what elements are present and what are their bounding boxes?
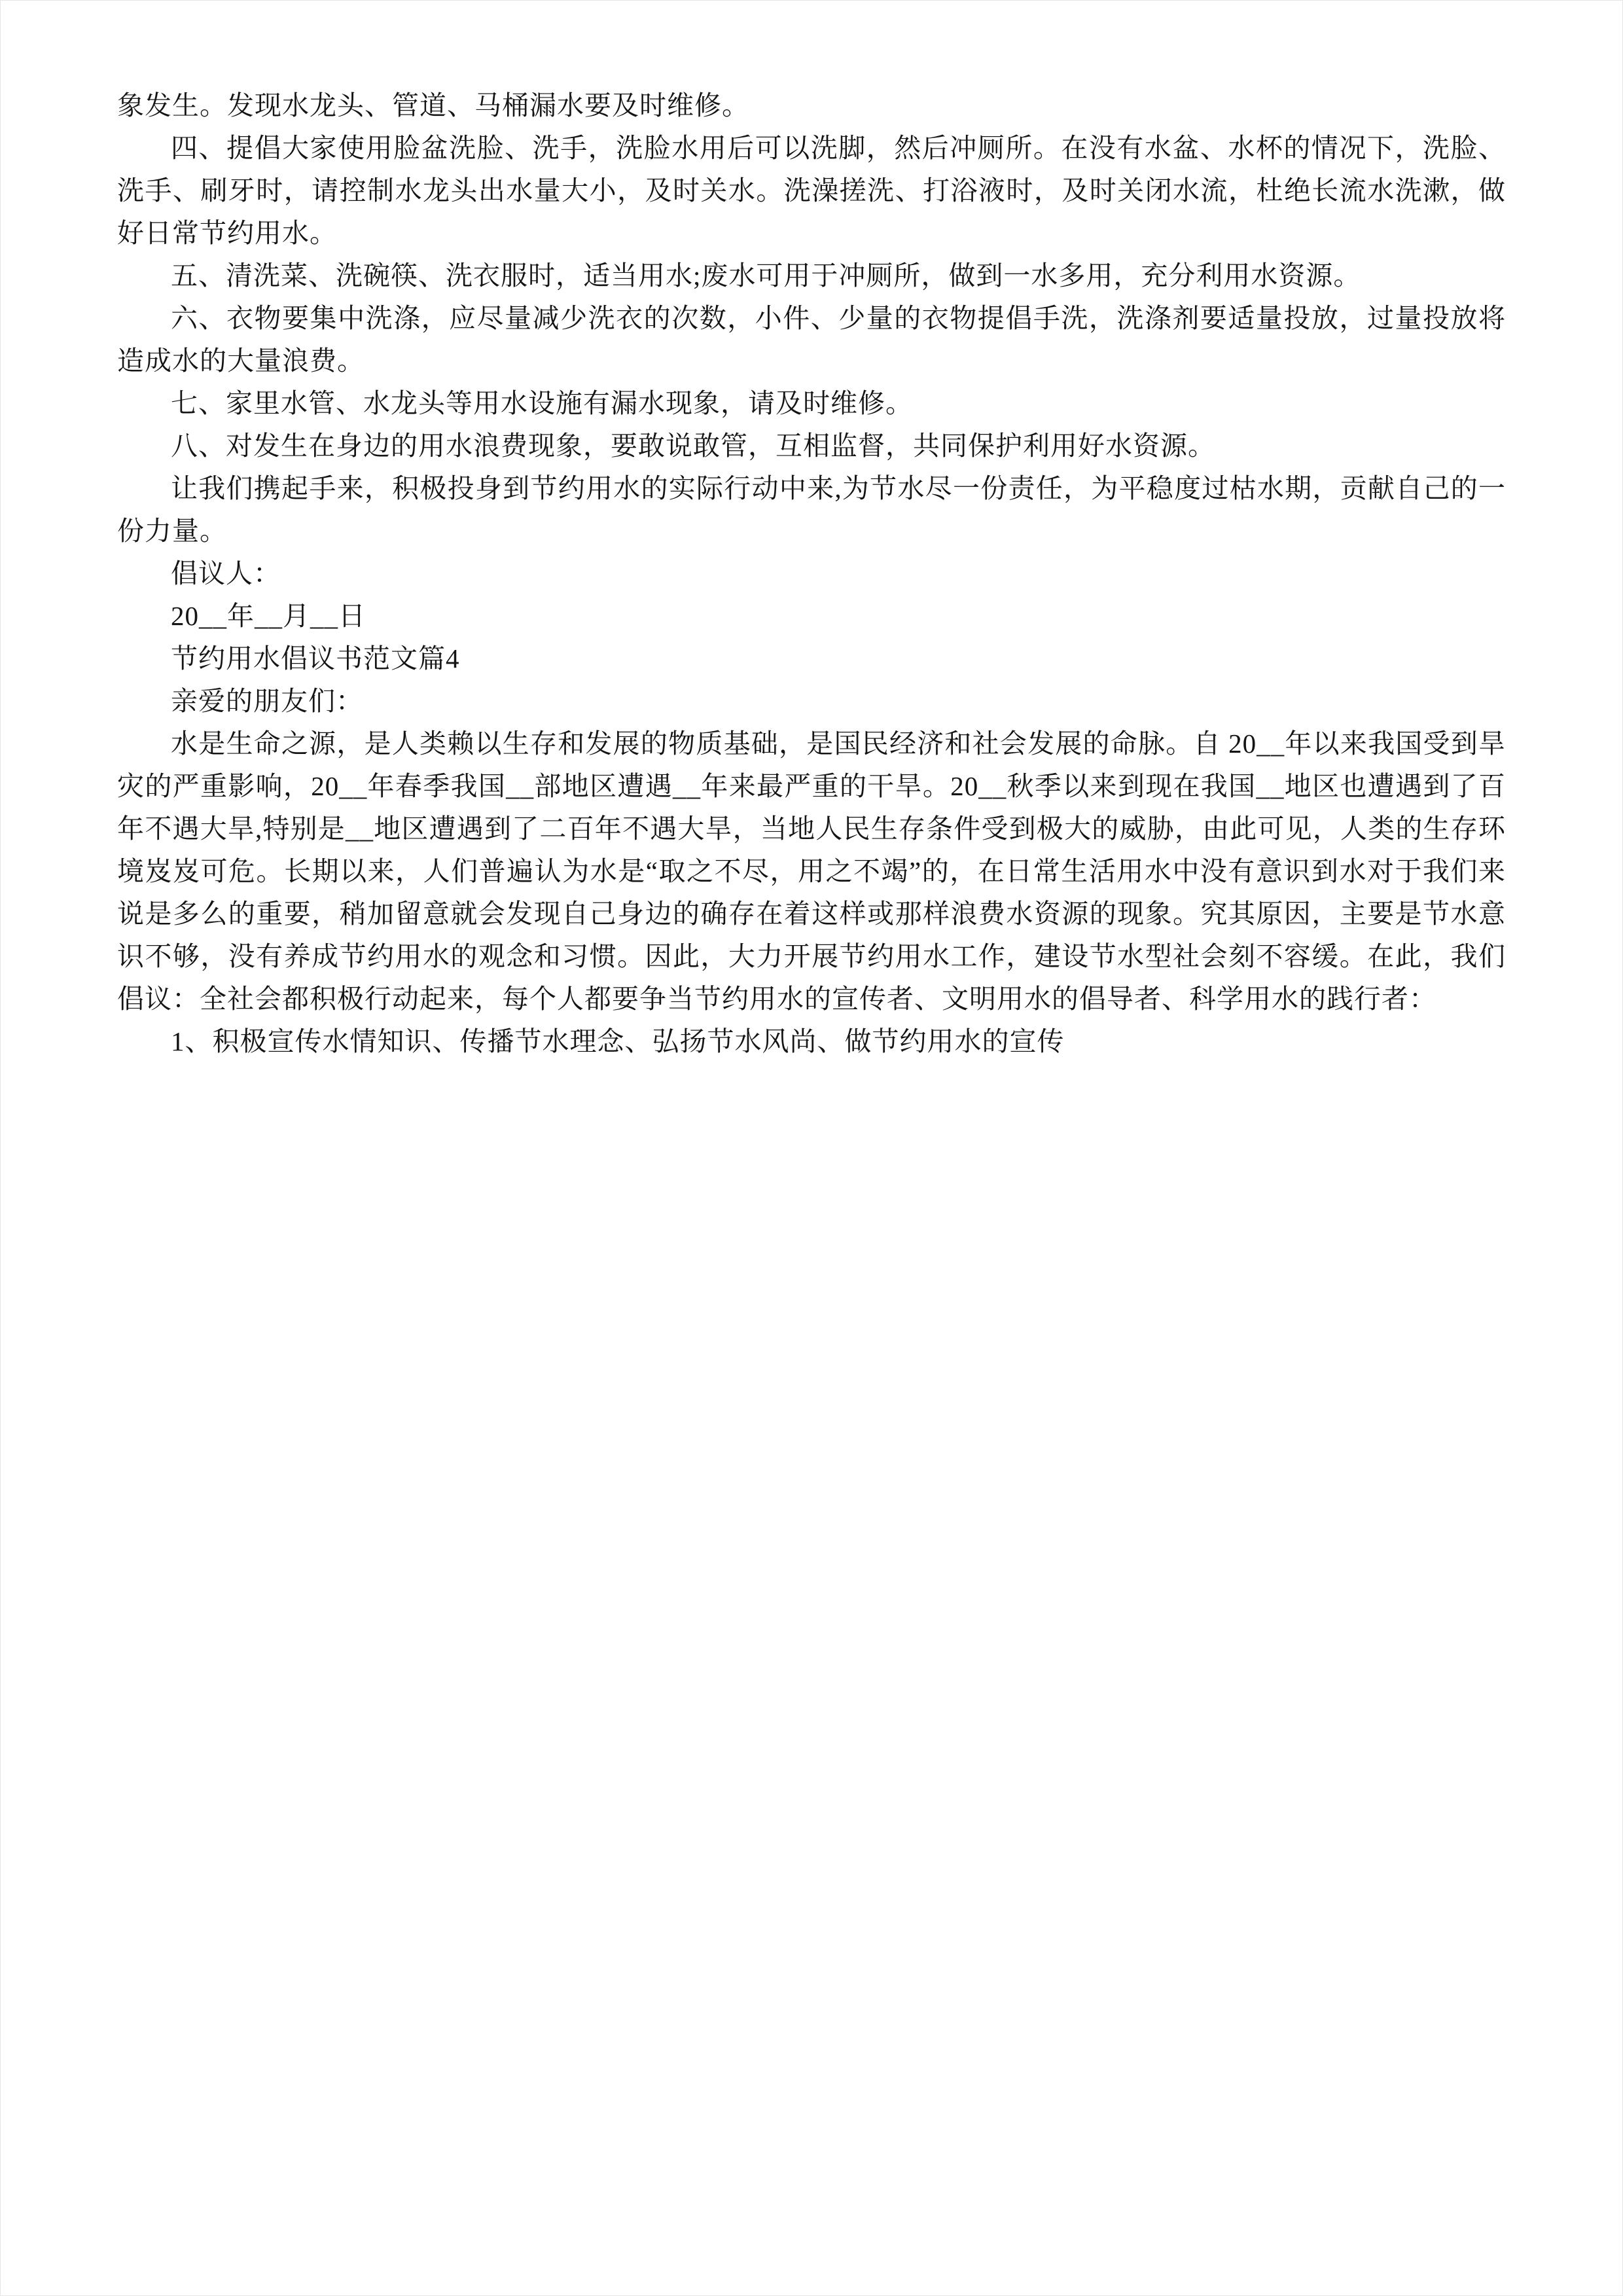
paragraph-continuation: 象发生。发现水龙头、管道、马桶漏水要及时维修。	[117, 90, 749, 120]
document-content	[117, 84, 1506, 1063]
paragraph-item-eight: 八、对发生在身边的用水浪费现象，要敢说敢管，互相监督，共同保护利用好水资源。	[171, 431, 1215, 461]
paragraph-item-four: 四、提倡大家使用脸盆洗脸、洗手，洗脸水用后可以洗脚，然后冲厕所。在没有水盆、水杯的情况下，洗脸、洗手、刷牙时，请控制水龙头出水量大小，及时关水。洗澡搓洗、打浴液时，及时关闭水流，杜绝长流水洗漱，做好日常节约用水。	[117, 133, 1506, 248]
paragraph-salutation: 亲爱的朋友们：	[171, 686, 363, 716]
paragraph-item-six: 六、衣物要集中洗涤，应尽量减少洗衣的次数，小件、少量的衣物提倡手洗，洗涤剂要适量投放，过量投放将造成水的大量浪费。	[117, 303, 1506, 376]
paragraph-section-title: 节约用水倡议书范文篇4	[171, 643, 460, 673]
paragraph-date: 20__年__月__日	[171, 601, 366, 631]
paragraph-closing-appeal: 让我们携起手来，积极投身到节约用水的实际行动中来,为节水尽一份责任，为平稳度过枯水期，贡献自己的一份力量。	[117, 473, 1506, 546]
paragraph-body: 水是生命之源，是人类赖以生存和发展的物质基础，是国民经济和社会发展的命脉。自 20__年以来我国受到旱灾的严重影响，20__年春季我国__部地区遭遇__年来最严重的干旱。20__秋季以来到现在我国__地区也遭遇到了百年不遇大旱,特别是__地区遭遇到了二百年不遇大旱，当地人民生存条件受到极大的威胁，由此可见，人类的生存环境岌岌可危。长期以来，人们普遍认为水是“取之不尽，用之不竭”的，在日常生活用水中没有意识到水对于我们来说是多么的重要，稍加留意就会发现自己身边的确存在着这样或那样浪费水资源的现象。究其原因，主要是节水意识不够，没有养成节约用水的观念和习惯。因此，大力开展节约用水工作，建设节水型社会刻不容缓。在此，我们倡议：全社会都积极行动起来，每个人都要争当节约用水的宣传者、文明用水的倡导者、科学用水的践行者：	[117, 728, 1506, 1014]
paragraph-item-seven: 七、家里水管、水龙头等用水设施有漏水现象，请及时维修。	[171, 388, 913, 418]
paragraph-proposer: 倡议人：	[171, 558, 281, 588]
paragraph-list-item-1: 1、积极宣传水情知识、传播节水理念、弘扬节水风尚、做节约用水的宣传	[171, 1026, 1065, 1056]
paragraph-item-five: 五、清洗菜、洗碗筷、洗衣服时，适当用水;废水可用于冲厕所，做到一水多用，充分利用水资源。	[171, 260, 1361, 291]
